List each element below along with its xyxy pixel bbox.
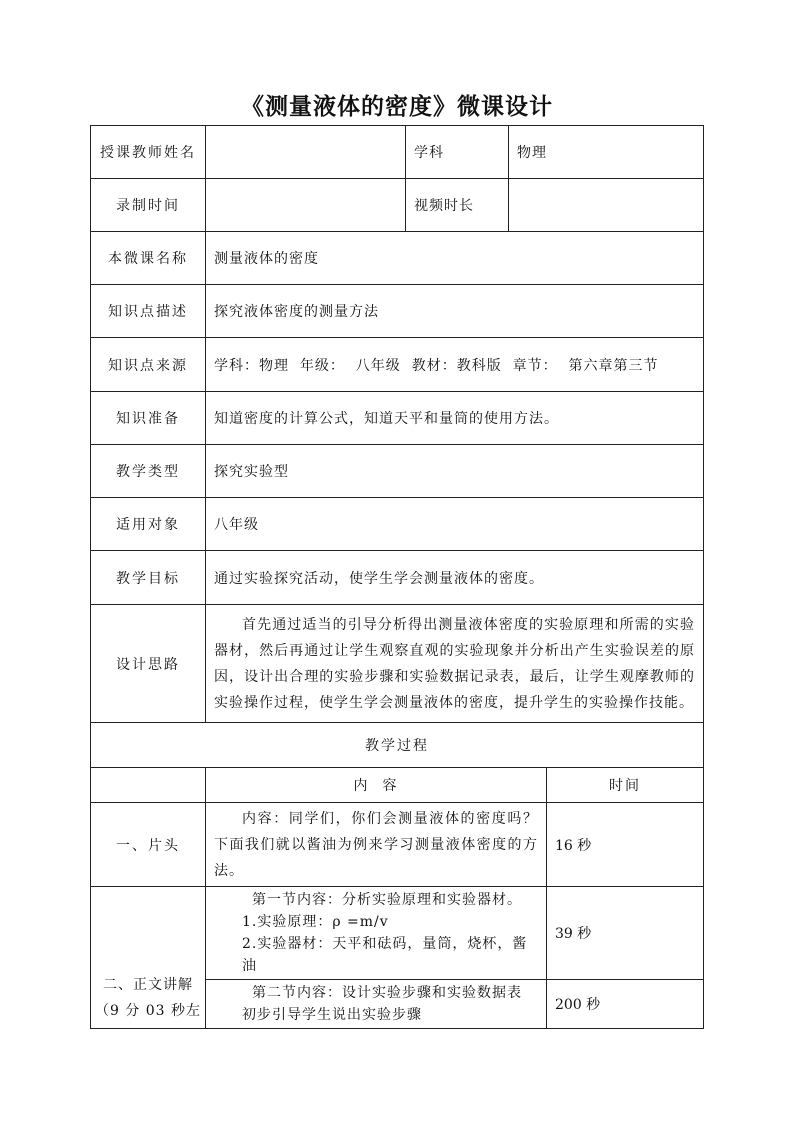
col-time-header: 时间: [547, 768, 704, 803]
prep-label: 知识准备: [91, 392, 206, 445]
row-prep: [91, 392, 704, 445]
row-design: [91, 605, 704, 723]
row-source: [91, 338, 704, 392]
subject-label: 学科: [406, 126, 509, 179]
type-value: 探究实验型: [206, 445, 704, 498]
section-2-part-1-content: [206, 887, 547, 980]
row-goal: [91, 551, 704, 605]
design-value: 首先通过适当的引导分析得出测量液体密度的实验原理和所需的实验器材，然后再通过让学生观察直观的实验现象并分析出产生实验误差的原因，设计出合理的实验步骤和实验数据记录表，最后，让学生观摩教师的实验操作过程，使学生学会测量液体的密度，提升学生的实验操作技能。: [206, 605, 704, 723]
audience-label: 适用对象: [91, 498, 206, 551]
col-content-header: 内 容: [206, 768, 547, 803]
name-label: 本微课名称: [91, 232, 206, 285]
row-section-2-part-1: [91, 887, 704, 980]
source-label: 知识点来源: [91, 338, 206, 392]
type-label: 教学类型: [91, 445, 206, 498]
row-audience: [91, 498, 704, 551]
row-teacher: [91, 126, 704, 179]
section-1-label: 一、片头: [91, 803, 206, 887]
source-value: 学科：物理 年级： 八年级 教材：教科版 章节： 第六章第三节: [206, 338, 704, 392]
desc-label: 知识点描述: [91, 285, 206, 338]
row-process-heading: [91, 723, 704, 768]
section-2-part-1-time: 39 秒: [547, 887, 704, 980]
section-2-part-2-time: 200 秒: [547, 980, 704, 1029]
duration-value: [509, 179, 704, 232]
section-2-part-2-content: [206, 980, 547, 1029]
record-label: 录制时间: [91, 179, 206, 232]
subject-value: 物理: [509, 126, 704, 179]
row-process-header: [91, 768, 704, 803]
audience-value: 八年级: [206, 498, 704, 551]
section-1-time: 16 秒: [547, 803, 704, 887]
section-2-part-1-line-2: 1.实验原理：ρ =m/v: [242, 914, 389, 930]
row-record: [91, 179, 704, 232]
duration-label: 视频时长: [406, 179, 509, 232]
section-2-part-2-line-1: 第二节内容：设计实验步骤和实验数据表: [252, 985, 522, 1001]
prep-value: 知道密度的计算公式，知道天平和量筒的使用方法。: [206, 392, 704, 445]
document-title: 《测量液体的密度》微课设计: [241, 94, 553, 120]
name-value: 测量液体的密度: [206, 232, 704, 285]
lesson-design-table: [90, 125, 704, 1029]
design-label: 设计思路: [91, 605, 206, 723]
record-value: [206, 179, 406, 232]
teacher-label: 授课教师姓名: [91, 126, 206, 179]
row-name: [91, 232, 704, 285]
process-heading: 教学过程: [91, 723, 704, 768]
teacher-value: [206, 126, 406, 179]
goal-label: 教学目标: [91, 551, 206, 605]
desc-value: 探究液体密度的测量方法: [206, 285, 704, 338]
goal-value: 通过实验探究活动，使学生学会测量液体的密度。: [206, 551, 704, 605]
section-2-label: 二、正文讲解（9 分 03 秒左: [91, 887, 206, 1029]
row-desc: [91, 285, 704, 338]
section-2-part-1-line-3: 2.实验器材：天平和砝码，量筒，烧杯，酱油: [242, 936, 528, 974]
row-type: [91, 445, 704, 498]
section-1-content: 内容：同学们，你们会测量液体的密度吗？下面我们就以酱油为例来学习测量液体密度的方法。: [206, 803, 547, 887]
section-2-part-2-line-2: 初步引导学生说出实验步骤: [242, 1007, 422, 1023]
row-section-1: [91, 803, 704, 887]
section-2-part-1-line-1: 第一节内容：分析实验原理和实验器材。: [252, 892, 522, 908]
process-header-blank: [91, 768, 206, 803]
